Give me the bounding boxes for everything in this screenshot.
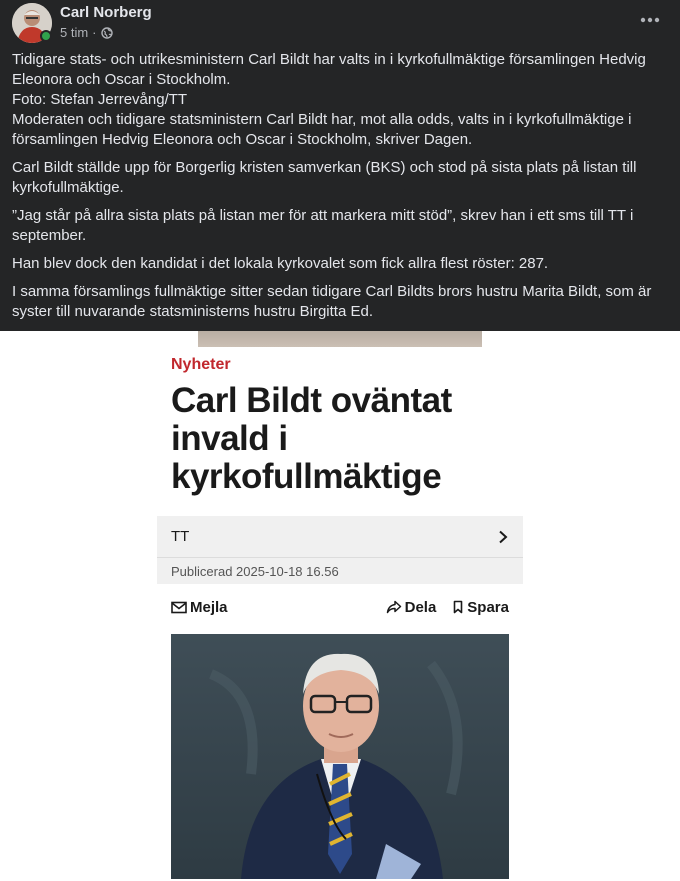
post-line: I samma församlings fullmäktige sitter sedan tidigare Carl Bildts brors hustru Marita Bildt, som är — [12, 283, 652, 300]
more-options-icon[interactable] — [638, 10, 662, 30]
post-paragraph — [12, 158, 660, 198]
save-button[interactable] — [452, 599, 509, 616]
post-line: Foto: Stefan Jerrevång/TT — [12, 91, 188, 108]
post-line: Eleonora och Oscar i Stockholm. — [12, 71, 231, 88]
post-line: ”Jag står på allra sista plats på listan mer för att markera mitt stöd”, skrev han i ett sms till TT i — [12, 207, 634, 224]
share-label: Dela — [404, 598, 437, 616]
post-line: Moderaten och tidigare statsministern Carl Bildt har, mot alla odds, valts in i kyrkofullmäktige i — [12, 111, 632, 128]
article-headline — [171, 382, 516, 496]
email-button[interactable] — [171, 599, 228, 616]
published-date: Publicerad 2025-10-18 16.56 — [171, 564, 339, 579]
post-line: Tidigare stats- och utrikesministern Carl Bildt har valts in i kyrkofullmäktige församlingen Hedvig — [12, 51, 646, 68]
post-paragraph — [12, 282, 660, 322]
chevron-right-icon — [497, 530, 509, 544]
post-paragraph — [12, 254, 660, 274]
headline-line: Carl Bildt oväntat — [171, 381, 452, 420]
post-time[interactable]: 5 tim — [60, 25, 89, 40]
portrait-photo — [171, 634, 509, 879]
post-line: församlingen Hedvig Eleonora och Oscar i Stockholm, skriver Dagen. — [12, 131, 473, 148]
byline-box — [157, 516, 523, 584]
post-author[interactable]: Carl Norberg — [60, 4, 152, 21]
post-text — [12, 50, 660, 330]
bookmark-icon — [452, 600, 464, 614]
online-status-dot — [40, 30, 52, 42]
headline-line: invald i — [171, 419, 288, 458]
mail-icon — [171, 601, 187, 614]
post-line: kyrkofullmäktige. — [12, 179, 124, 196]
post-paragraph — [12, 206, 660, 246]
post-line: syster till nuvarande statsministerns hustru Birgitta Ed. — [12, 303, 373, 320]
facebook-post — [0, 0, 680, 331]
headline-line: kyrkofullmäktige — [171, 457, 442, 496]
globe-icon[interactable] — [101, 27, 113, 39]
previous-photo-edge — [198, 331, 482, 347]
post-meta — [60, 25, 113, 40]
share-icon — [386, 600, 402, 614]
article-actions — [171, 596, 509, 618]
post-line: Carl Bildt ställde upp för Borgerlig kristen samverkan (BKS) och stod på sista plats på listan till — [12, 159, 637, 176]
share-button[interactable] — [386, 599, 437, 616]
byline-name: TT — [171, 528, 190, 545]
byline-author-link[interactable] — [157, 516, 523, 558]
post-line: september. — [12, 227, 87, 244]
post-paragraph — [12, 50, 660, 150]
save-label: Spara — [467, 598, 509, 616]
post-line: Han blev dock den kandidat i det lokala kyrkovalet som fick allra flest röster: 287. — [12, 255, 549, 272]
email-label: Mejla — [190, 598, 228, 616]
article-section[interactable]: Nyheter — [171, 356, 231, 373]
meta-separator: · — [92, 25, 97, 40]
article-photo[interactable] — [171, 634, 509, 879]
